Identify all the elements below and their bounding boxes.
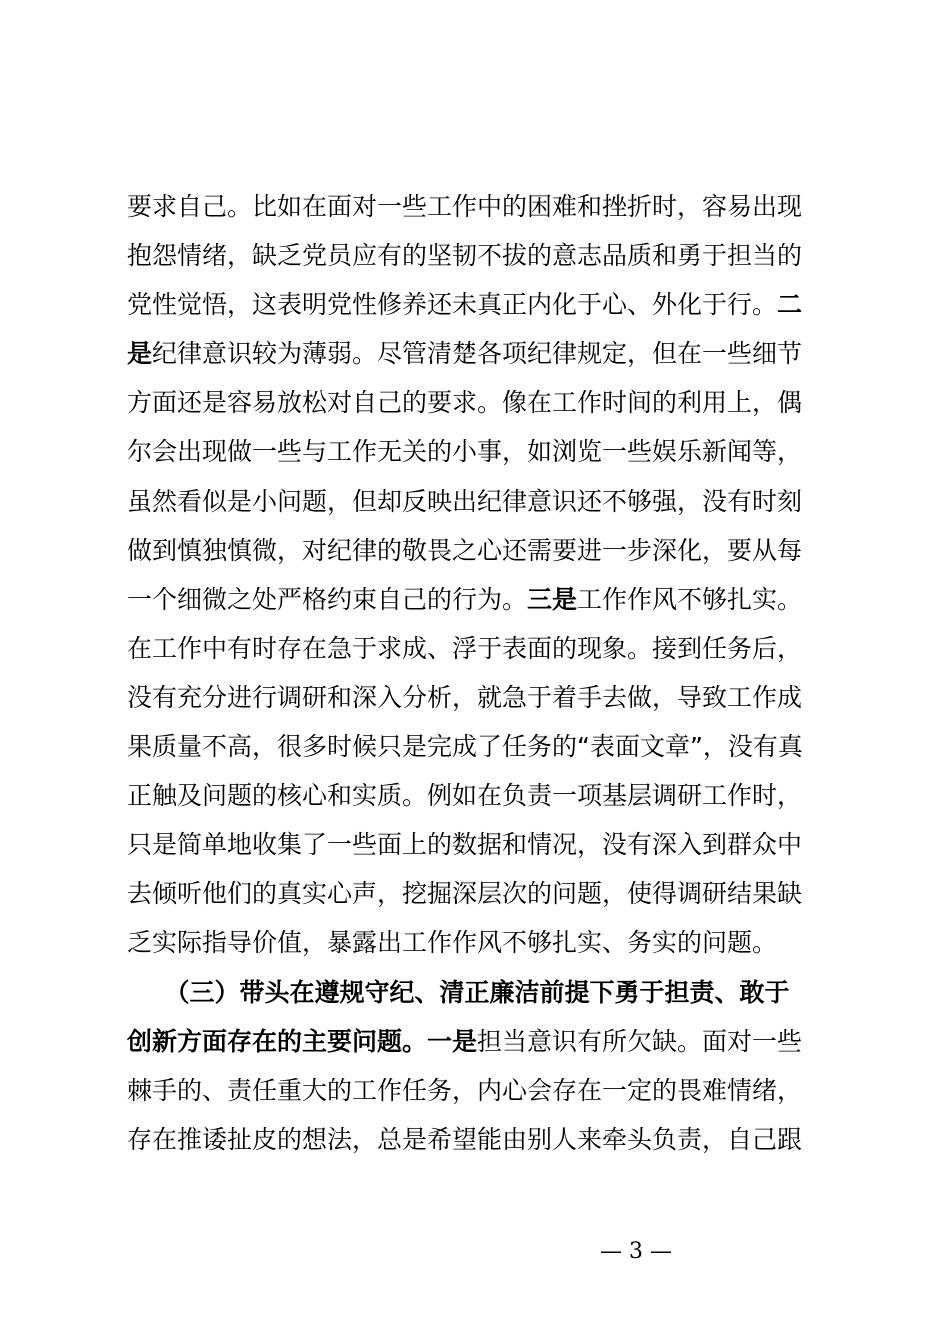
bold-text-run: 创新方面存在的主要问题。一是	[127, 1026, 478, 1056]
text-line	[127, 231, 830, 280]
text-line	[127, 477, 830, 526]
text-run: 没有充分进行调研和深入分析，就急于着手去做，导致工作成	[127, 682, 803, 712]
text-line	[127, 820, 830, 869]
text-line	[127, 427, 830, 476]
text-run: 党性觉悟，这表明党性修养还未真正内化于心、外化于行。	[127, 290, 778, 320]
text-run: 存在推诿扯皮的想法，总是希望能由别人来牵头负责，自己跟	[127, 1124, 803, 1154]
bold-text-run: 是	[127, 339, 153, 369]
text-line	[127, 968, 830, 1017]
text-line	[127, 378, 830, 427]
document-body	[127, 182, 830, 1164]
text-line	[127, 771, 830, 820]
text-run: 方面还是容易放松对自己的要求。像在工作时间的利用上，偶	[127, 388, 803, 418]
text-run: 虽然看似是小问题，但却反映出纪律意识还不够强，没有时刻	[127, 486, 803, 516]
text-line	[127, 526, 830, 575]
text-line	[127, 624, 830, 673]
text-line	[127, 182, 830, 231]
text-line	[127, 673, 830, 722]
text-run: 在工作中有时存在急于求成、浮于表面的现象。接到任务后，	[127, 633, 803, 663]
text-line	[127, 722, 830, 771]
text-line	[127, 869, 830, 918]
text-run: 工作作风不够扎实。	[577, 584, 803, 614]
text-line	[127, 329, 830, 378]
text-run: 担当意识有所欠缺。面对一些	[477, 1026, 803, 1056]
text-run: 一个细微之处严格约束自己的行为。	[127, 584, 528, 614]
bold-text-run: （三）带头在遵规守纪、清正廉洁前提下勇于担责、敢于	[127, 977, 790, 1007]
text-run: 乏实际指导价值，暴露出工作作风不够扎实、务实的问题。	[127, 928, 778, 958]
bold-text-run: 二	[777, 290, 803, 320]
text-run: 尔会出现做一些与工作无关的小事，如浏览一些娱乐新闻等，	[127, 437, 803, 467]
text-line	[127, 918, 830, 967]
text-run: 纪律意识较为薄弱。尽管清楚各项纪律规定，但在一些细节	[152, 339, 803, 369]
text-run: 果质量不高，很多时候只是完成了任务的“表面文章”，没有真	[127, 732, 803, 762]
bold-text-run: 三是	[527, 584, 578, 614]
text-run: 正触及问题的核心和实质。例如在负责一项基层调研工作时，	[127, 781, 803, 811]
text-line	[127, 1066, 830, 1115]
text-run: 棘手的、责任重大的工作任务，内心会存在一定的畏难情绪，	[127, 1075, 803, 1105]
text-line	[127, 280, 830, 329]
text-run: 去倾听他们的真实心声，挖掘深层次的问题，使得调研结果缺	[127, 879, 803, 909]
text-run: 要求自己。比如在面对一些工作中的困难和挫折时，容易出现	[127, 192, 803, 221]
text-line	[127, 1115, 830, 1164]
page-number: — 3 —	[600, 1239, 672, 1264]
text-line	[127, 575, 830, 624]
text-run: 做到慎独慎微，对纪律的敬畏之心还需要进一步深化，要从每	[127, 535, 803, 565]
text-run: 抱怨情绪，缺乏党员应有的坚韧不拔的意志品质和勇于担当的	[127, 241, 803, 271]
text-run: 只是简单地收集了一些面上的数据和情况，没有深入到群众中	[127, 830, 803, 860]
text-line	[127, 1017, 830, 1066]
